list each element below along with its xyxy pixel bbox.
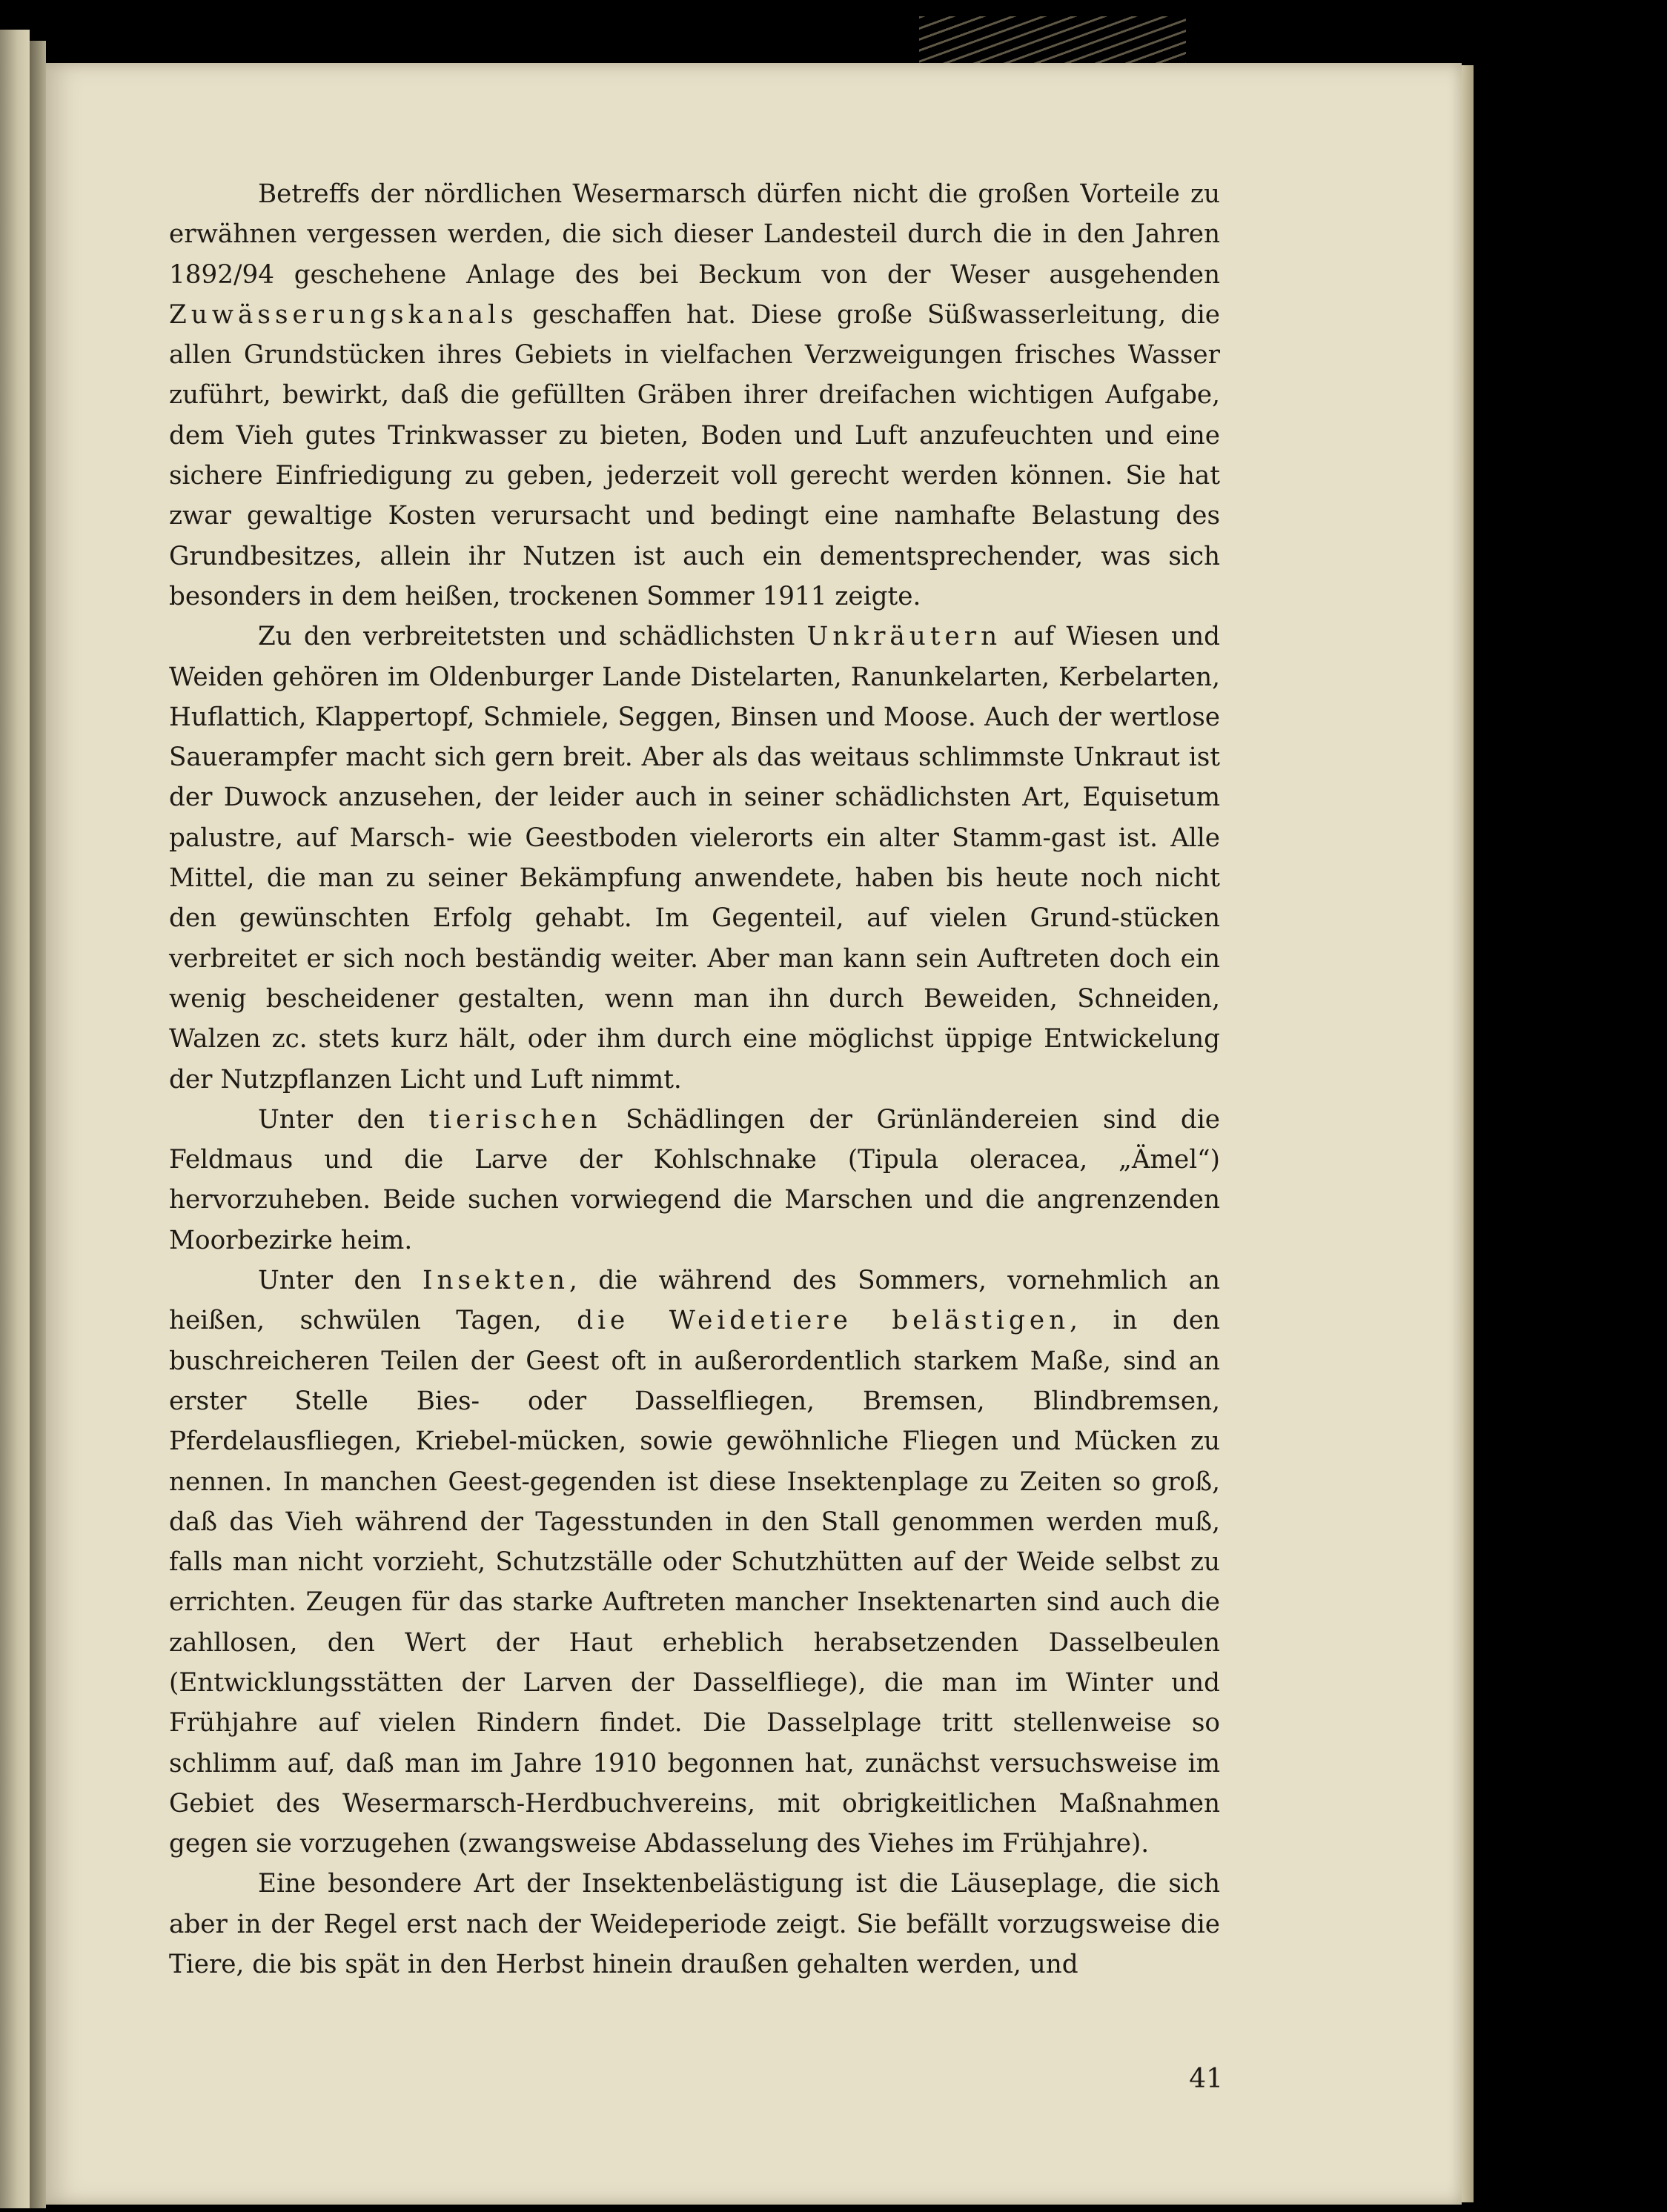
page-number: 41: [1189, 2064, 1223, 2094]
page-stack-edge: [1462, 65, 1474, 2202]
left-page-edge: [0, 30, 30, 2208]
emphasized-term: Zuwässerungskanals: [169, 299, 518, 330]
text-segment: Unter den: [258, 1266, 422, 1296]
body-text: [169, 174, 1220, 1985]
emphasized-term: tierischen: [428, 1104, 602, 1135]
text-segment: auf Wiesen und Weiden gehören im Oldenburger Lande Distelarten, Ranunkelarten, Kerbelarten, Huflattich, Klappertopf, Schmiele, Seggen, Binsen und Moose. Auch der wertlose Sauerampfer macht sich gern breit. Aber als das weitaus schlimmste Unkraut ist der Duwock anzusehen, der leider auch in seiner schädlichsten Art, Equisetum palustre, auf Marsch- wie Geestboden vielerorts ein alter Stamm-gast ist. Alle Mittel, die man zu seiner Bekämpfung anwendete, haben bis heute noch nicht den gewünschten Erfolg gehabt. Im Gegenteil, auf vielen Grund-stücken verbreitet er sich noch beständig weiter. Aber man kann sein Auftreten doch ein wenig bescheidener gestalten, wenn man ihn durch Beweiden, Schneiden, Walzen zc. stets kurz hält, oder ihm durch eine möglichst üppige Entwickelung der Nutzpflanzen Licht und Luft nimmt.: [169, 622, 1221, 1095]
text-segment: Eine besondere Art der Insektenbelästigung ist die Läuseplage, die sich aber in der Regel erst nach der Weideperiode zeigt. Sie befällt vorzugsweise die Tiere, die bis spät in den Herbst hinein draußen gehalten werden, und: [169, 1869, 1220, 1980]
book-gutter: [30, 41, 46, 2208]
emphasized-term: die Weidetiere belästigen: [577, 1306, 1070, 1336]
paragraph-3: [169, 1100, 1220, 1261]
text-segment: Betreffs der nördlichen Wesermarsch dürfen nicht die großen Vorteile zu erwähnen vergessen werden, die sich dieser Landesteil durch die in den Jahren 1892/94 geschehene Anlage des bei Beckum von der Weser ausgehenden: [169, 179, 1220, 290]
emphasized-term: Insekten: [422, 1266, 569, 1296]
text-segment: Schädlingen der Grünländereien sind die Feldmaus und die Larve der Kohlschnake (Tipula oleracea, „Ämel“) hervorzuheben. Beide suchen vorwiegend die Marschen und die angrenzenden Moorbezirke heim.: [169, 1104, 1220, 1255]
paragraph-5: [169, 1864, 1220, 1985]
text-segment: , in den buschreicheren Teilen der Geest oft in außerordentlich starkem Maße, sind an erster Stelle Bies- oder Dasselfliegen, Bremsen, Blindbremsen, Pferdelausfliegen, Kriebel-mücken, sowie gewöhnliche Fliegen und Mücken zu nennen. In manchen Geest-gegenden ist diese Insektenplage zu Zeiten so groß, daß das Vieh während der Tagesstunden in den Stall genommen werden muß, falls man nicht vorzieht, Schutzställe oder Schutzhütten auf der Weide selbst zu errichten. Zeugen für das starke Auftreten mancher Insektenarten sind auch die zahllosen, den Wert der Haut erheblich herabsetzenden Dasselbeulen (Entwicklungsstätten der Larven der Dasselfliege), die man im Winter und Frühjahre auf vielen Rindern findet. Die Dasselplage tritt stellenweise so schlimm auf, daß man im Jahre 1910 begonnen hat, zunächst versuchsweise im Gebiet des Wesermarsch-Herdbuchvereins, mit obrigkeitlichen Maßnahmen gegen sie vorzugehen (zwangsweise Abdasselung des Viehes im Frühjahre).: [169, 1306, 1220, 1859]
paragraph-2: [169, 617, 1220, 1100]
binding-threads: [919, 16, 1186, 68]
text-segment: , die während des Sommers, vornehmlich an heißen, schwülen Tagen,: [169, 1266, 1221, 1336]
paragraph-1: [169, 174, 1220, 617]
text-segment: Unter den: [258, 1104, 429, 1135]
emphasized-term: Unkräutern: [806, 622, 1002, 652]
text-segment: geschaffen hat. Diese große Süßwasserleitung, die allen Grundstücken ihres Gebiets in vielfachen Verzweigungen frisches Wasser zuführt, bewirkt, daß die gefüllten Gräben ihrer dreifachen wichtigen Aufgabe, dem Vieh gutes Trinkwasser zu bieten, Boden und Luft anzufeuchten und eine sichere Einfriedigung zu geben, jederzeit voll gerecht werden können. Sie hat zwar gewaltige Kosten verursacht und bedingt eine namhafte Belastung des Grundbesitzes, allein ihr Nutzen ist auch ein dementsprechender, was sich besonders in dem heißen, trockenen Sommer 1911 zeigte.: [169, 299, 1220, 611]
text-segment: Zu den verbreitetsten und schädlichsten: [258, 622, 807, 652]
paragraph-4: [169, 1261, 1220, 1864]
